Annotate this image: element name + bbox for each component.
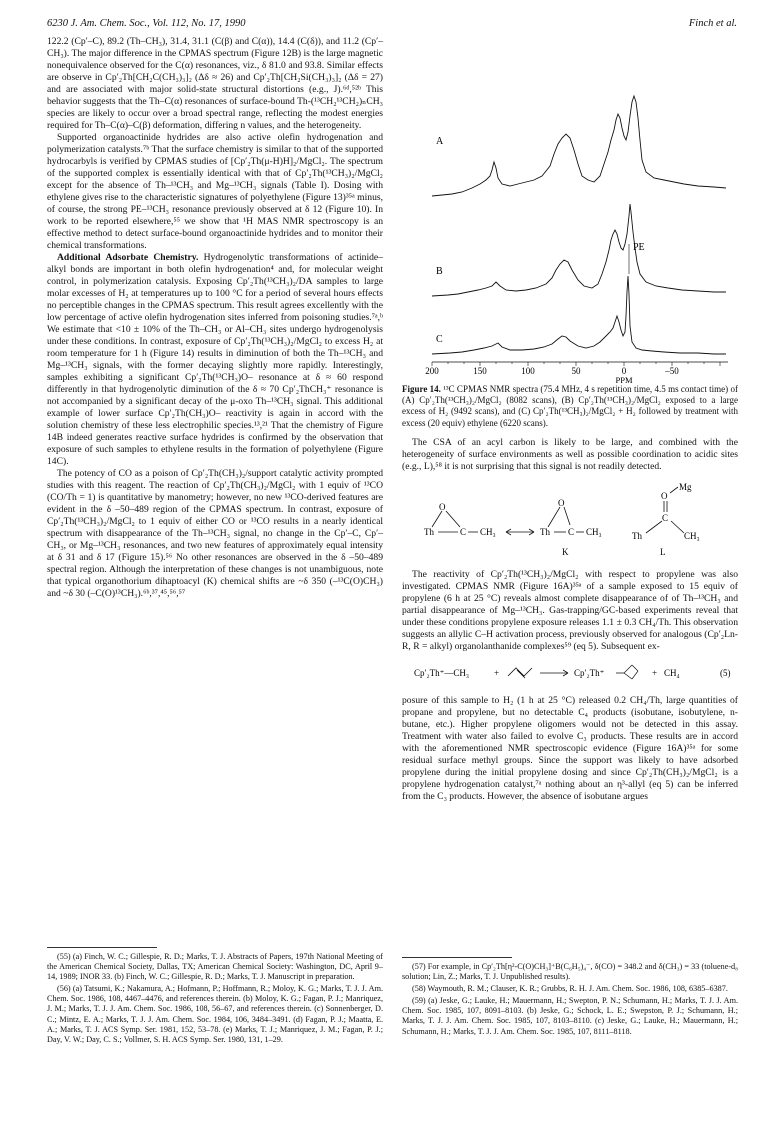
eq-product: Cp′₂Th⁺ bbox=[574, 667, 605, 678]
reference: (56) (a) Tatsumi, K.; Nakamura, A.; Hofmann, P.; Hoffmann, R.; Moloy, K. G.; Marks, T. J. J. Am. Chem. Soc. 1986, 108, 4467–4476, and references therein. (b) Moloy, K. G.; Fagan, P. J.; Manriquez, J. M.; Marks, T. J. J. Am. Chem. Soc. 1986, 108, 56–67, and references therein. (c) Sonnenberger, D. C.; Mintz, E. A.; Marks, T. J. J. Am. Chem. Soc. 1984, 106, 3484–3491. (d) Fagan, P. J.; Maatta, E. A.; Marks, T. J. ACS Symp. Ser. 1981, 152, 53–78. (e) Marks, T. J.; Manriquez, J. M.; Fagan, P. J.; Day, V. W.; Day, C. S.; Vollmer, S. H. ACS Symp. Ser. 1980, 131, 1–29. bbox=[47, 984, 383, 1044]
c-atom: C bbox=[568, 526, 575, 537]
ch3-group: CH₃ bbox=[586, 526, 602, 537]
eq-methane: CH₄ bbox=[664, 667, 680, 678]
equation-5 bbox=[402, 657, 738, 687]
structure-scheme-k-l bbox=[402, 481, 738, 561]
page-header bbox=[47, 18, 737, 34]
paragraph: Supported organoactinide hydrides are also active olefin hydrogenation and polymerization catalysts.⁷ᵇ That the surface chemistry is similar to that of the supported hydrocarbyls is verified by CPMAS studies of [Cp′₂Th(μ-H)H]₂/MgCl₂. The spectrum of the supported complex is essentially identical with that of Cp′₂Th(¹³CH₃)₂/MgCl₂ except for the absence of Th–¹³CH₃ and Mg–¹³CH₃ signals (Table I). Dosing with ethylene gives rise to the characteristic signatures of polyethylene (Figure 13)³⁵ᵃ minus, of course, the strong PE–¹³CH₃ resonance previously observed at δ 12 (Figure 10). In work to be reported elsewhere,⁵⁵ we show that ¹H MAS NMR spectroscopy is an effective method to detect surface-bound organoactinide hydrides and to monitor their chemical transformations. bbox=[47, 132, 383, 251]
structure-label-k: K bbox=[562, 546, 569, 557]
structure-label-l: L bbox=[660, 546, 666, 557]
paragraph: 122.2 (Cp′–C), 89.2 (Th–CH₃), 31.4, 31.1 (C(β) and C(α)), 14.4 (C(δ)), and 11.2 (Cp′–CH₃). The major difference in the CPMAS spectrum (Figure 12B) is the large magnetic nonequivalence observed for the C(α) resonances, viz., δ 81.0 and 93.8. Similar effects are observe in Cp′₂Th[CH₂C(CH₃)₃]₂ (Δδ ≈ 26) and Cp′₂Th[CH₂Si(CH₃)₃]₂ (Δδ = 27) and are associated with major solid-state structural distortions (e.g., J).⁶ᵈ,⁵²ᵇ This behavior suggests that the Th–C(α) resonances of surface-bound Th-(¹³CH₂¹³CH₂)ₙCH₃ species are likely to occur over a broad spectral range, reflecting the modest energies required for Th–C(α)–C(β) deformation, differing n values, and the heterogeneity. bbox=[47, 36, 383, 131]
left-references bbox=[47, 952, 383, 1047]
ch3-group: CH₃ bbox=[684, 530, 700, 541]
paragraph bbox=[47, 252, 383, 468]
th-atom: Th bbox=[632, 530, 642, 541]
footnote-rule bbox=[47, 947, 157, 948]
eq-plus: + bbox=[494, 667, 500, 678]
figure-14 bbox=[402, 36, 738, 384]
reference: (57) For example, in Cp′₂Th[η²-C(O)CH₃]⁺B(C₆H₅)₄⁻, δ(CO) = 348.2 and δ(CH₃) = 33 (toluene-d₈ solution; Lin, Z.; Marks, T. J. Unpublished results). bbox=[402, 962, 738, 982]
right-column bbox=[402, 36, 738, 803]
o-atom: O bbox=[558, 497, 565, 508]
footnote-rule bbox=[402, 957, 512, 958]
left-column bbox=[47, 36, 383, 600]
x-tick-label: –50 bbox=[665, 366, 679, 376]
reference: (58) Waymouth, R. M.; Clauser, K. R.; Grubbs, R. H. J. Am. Chem. Soc. 1986, 108, 6385–6387. bbox=[412, 984, 728, 994]
trace-label-c: C bbox=[436, 334, 443, 345]
eq-reactant: Cp′₂Th⁺—CH₃ bbox=[414, 667, 469, 678]
x-tick-label: 100 bbox=[521, 366, 535, 376]
c-atom: C bbox=[460, 526, 467, 537]
nmr-spectra-plot bbox=[402, 36, 738, 384]
equation-number: (5) bbox=[720, 667, 731, 678]
pe-peak-label: PE bbox=[633, 242, 645, 253]
caption-text: ¹³C CPMAS NMR spectra (75.4 MHz, 4 s repetition time, 4.5 ms contact time) of (A) Cp′₂Th(¹³CH₃)₂/MgCl₂ (8082 scans), (B) Cp′₂Th(¹³CH₃)₂/MgCl₂ exposed to a large excess of H₂ (9492 scans), and (C) Cp′₂Th(¹³CH₃)₂/MgCl₂ + H₂ followed by treatment with excess (20 equiv) ethylene (6220 scans). bbox=[402, 384, 738, 428]
c-atom: C bbox=[662, 512, 669, 523]
eq-plus: + bbox=[652, 667, 658, 678]
section-heading: Additional Adsorbate Chemistry. bbox=[57, 252, 199, 263]
running-authors: Finch et al. bbox=[688, 18, 737, 29]
spectrum-trace-b bbox=[432, 204, 726, 296]
spectrum-trace-a bbox=[432, 96, 726, 196]
th-atom: Th bbox=[540, 526, 550, 537]
journal-citation: 6230 J. Am. Chem. Soc., Vol. 112, No. 17, 1990 bbox=[47, 18, 246, 29]
paragraph: posure of this sample to H₂ (1 h at 25 °C) released 0.2 CH₄/Th, large quantities of propane and propylene, but no detectable C₄ products (isobutane, isobutylene, n-butane, etc.). Higher propylene oligomers would not be detected in this assay. Treatment with water also failed to evolve C₃ products. These results are in accord with the aforementioned NMR spectroscopic evidence (Figure 16A)³⁵ᵃ for some residual surface methyl groups. Since the support was likely to have adsorbed propylene during the initial propylene dosing and since Cp′₂Th(CH₃)₂/MgCl₂ is a propylene hydrogenation catalyst,⁷ᵃ nothing about an η³-allyl (eq 5) can be inferred from the C₃ products. However, the absence of isobutane argues bbox=[402, 694, 738, 802]
spectrum-trace-c bbox=[432, 276, 726, 354]
reference: (59) (a) Jeske, G.; Lauke, H.; Mauermann, H.; Swepton, P. N.; Schumann, H.; Marks, T. J. J. Am. Chem. Soc. 1985, 107, 8091–8103. (b) Jeske, G.; Schock, L. E.; Swepston, P. J.; Schumann, H.; Marks, T. J. J. Am. Chem. Soc. 1985, 107, 8103–8110. (c) Jeske, G.; Lauke, H.; Mauermann, H.; Schumann, H.; Marks, T. J. J. Am. Chem. Soc. 1985, 107, 8111–8118. bbox=[402, 996, 738, 1036]
trace-label-a: A bbox=[436, 136, 444, 147]
th-atom: Th bbox=[424, 526, 434, 537]
x-tick-label: 150 bbox=[473, 366, 487, 376]
paragraph-text: Hydrogenolytic transformations of actinide–alkyl bonds are important in both olefin hydrogenation⁴ and, for molecular weight control, in polymerization catalysis. Exposing Cp′₂Th(¹³CH₃)₂/DA samples to large molar excesses of H₂ at temperatures up to 100 °C for a period of several hours effects no perceptible changes in the CPMAS spectrum. This result agrees excellently with the low percentage of active olefin hydrogenation sites inferred from poisoning studies.⁷ᵃ,ᵇ We estimate that <10 ± 10% of the Th–CH₃ or Al–CH₃ sites undergo hydrogenolysis under these conditions. In contrast, exposure of Cp′₂Th(¹³CH₃)₂/MgCl₂ to excess H₂ at room temperature for 1 h (Figure 14) results in diminution of both the Th–¹³CH₃ and Mg–¹³CH₃ signals, with the former decaying slightly more rapidly. Interestingly, samples exhibiting a significant Cp′₂Th(¹³CH₃)O– resonance at δ ≈ 60 respond differently in that hydrogenolytic diminution of the δ ≈ 70 Cp′₂ThCH₃⁺ resonance is not accompanied by a significant decay of the μ-oxo Th–¹³CH₃ signal. This additional example of lower surface Cp′₂Th(CH₃)O– reactivity is again in accord with the solution chemistry of these less electrophilic species.¹³,²¹ That the chemistry of Figure 14B indeed generates reactive surface hydrides is confirmed by the observation that exposure of such samples to ethylene results in the formation of polyethylene (Figure 14C). bbox=[47, 252, 383, 467]
allyl-structure bbox=[616, 665, 638, 679]
x-axis-label: PPM bbox=[615, 375, 633, 384]
paragraph: The CSA of an acyl carbon is likely to be large, and combined with the heterogeneity of surface environments as well as possible coordination to acidic sites (e.g., L),⁵⁸ it is not surprising that this signal is not readily detected. bbox=[402, 436, 738, 472]
ch3-group: CH₃ bbox=[480, 526, 496, 537]
right-references bbox=[402, 962, 738, 1039]
x-tick-label: 0 bbox=[621, 366, 627, 376]
paragraph: The potency of CO as a poison of Cp′₂Th(CH₃)₂/support catalytic activity prompted studies with this reagent. The reaction of Cp′₂Th(CH₃)₂/MgCl₂ with 1 equiv of ¹³CO (CO/Th = 1) is quantitative by manometry; however, no new ¹³CO-derived features are evident in the δ –50–489 region of the CPMAS spectrum. In contrast, exposure of Cp′₂Th(¹³CH₃)₂/MgCl₂ to 1 equiv of either CO or ¹³CO results in a nearly identical spectrum with disappearance of the Th–¹³CH₃ signal, no change in the Cp′–C, Cp′–CH₃, or Mg–¹³CH₃ resonances, and two new features of approximately equal intensity at δ 31 and δ 17 (Figure 15).⁵⁶ No other resonances are observed in the δ –50–489 spectral region. Although the interpretation of these changes is not unambiguous, note that typical organothorium dihaptoacyl (K) chemical shifts are ~δ 350 (–¹³C(O)CH₃) and ~δ 30 (–C(O)¹³CH₃).⁶ᵇ,³⁷,⁴⁵,⁵⁶,⁵⁷ bbox=[47, 468, 383, 599]
reference: (55) (a) Finch, W. C.; Gillespie, R. D.; Marks, T. J. Abstracts of Papers, 197th National Meeting of the American Chemical Society, Dallas, TX; American Chemical Society: Washington, DC, April 9–14, 1989; INOR 33. (b) Finch, W. C.; Gillespie, R. D.; Marks, T. J. Manuscript in preparation. bbox=[47, 952, 383, 982]
o-atom: O bbox=[439, 501, 446, 512]
caption-label: Figure 14. bbox=[402, 384, 441, 394]
x-tick-label: 50 bbox=[571, 366, 581, 376]
trace-label-b: B bbox=[436, 266, 443, 277]
mg-atom: Mg bbox=[679, 481, 692, 492]
paragraph: The reactivity of Cp′₂Th(¹³CH₃)₂/MgCl₂ with respect to propylene was also investigated. CPMAS NMR (Figure 16A)³⁵ᵃ of a sample exposed to 15 equiv of propylene (6 h at 25 °C) reveals almost complete disappearance of of Th–¹³CH₃ and partial disappearance of Mg–¹³CH₃. Gas-trapping/GC-based experiments reveal that under these conditions propylene exposure releases 1.1 ± 0.3 CH₄/Th. This observation suggests an allylic C–H activation process, previously observed for analogous (Cp′₂Ln-R, R = alkyl) organolanthanide complexes⁵⁹ (eq 5). Subsequent ex- bbox=[402, 568, 738, 652]
propylene-structure bbox=[508, 668, 532, 678]
figure-caption bbox=[402, 384, 738, 429]
o-atom: O bbox=[661, 490, 668, 501]
x-tick-label: 200 bbox=[425, 366, 439, 376]
